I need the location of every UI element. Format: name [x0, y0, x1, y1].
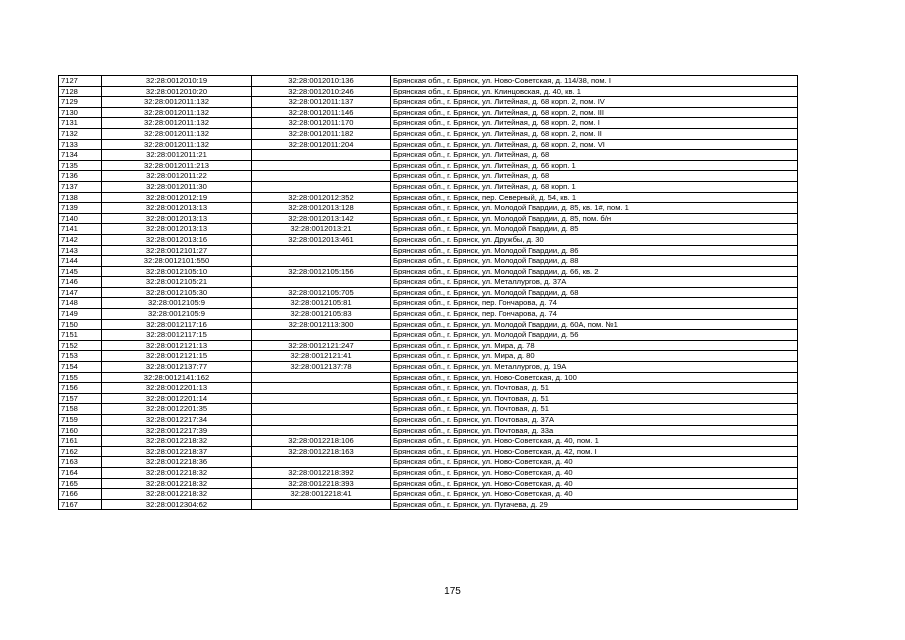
parcel-cadastral-number-cell: 32:28:0012011:132	[102, 97, 252, 108]
row-number-cell: 7138	[59, 192, 102, 203]
table-row	[59, 415, 798, 426]
table-row	[59, 86, 798, 97]
table-row	[59, 97, 798, 108]
table-row	[59, 478, 798, 489]
row-number-cell: 7142	[59, 234, 102, 245]
address-cell: Брянская обл., г. Брянск, пер. Северный, д. 54, кв. 1	[391, 192, 798, 203]
address-cell: Брянская обл., г. Брянск, ул. Ново-Советская, д. 40	[391, 467, 798, 478]
object-cadastral-number-cell: 32:28:0012218:392	[252, 467, 391, 478]
row-number-cell: 7152	[59, 340, 102, 351]
address-cell: Брянская обл., г. Брянск, ул. Литейная, д. 68 корп. 1	[391, 181, 798, 192]
parcel-cadastral-number-cell: 32:28:0012218:32	[102, 489, 252, 500]
row-number-cell: 7166	[59, 489, 102, 500]
row-number-cell: 7165	[59, 478, 102, 489]
address-cell: Брянская обл., г. Брянск, ул. Ново-Советская, д. 40, пом. 1	[391, 436, 798, 447]
object-cadastral-number-cell	[252, 457, 391, 468]
address-cell: Брянская обл., г. Брянск, ул. Металлургов, д. 37А	[391, 277, 798, 288]
object-cadastral-number-cell	[252, 372, 391, 383]
row-number-cell: 7154	[59, 362, 102, 373]
parcel-cadastral-number-cell: 32:28:0012217:39	[102, 425, 252, 436]
parcel-cadastral-number-cell: 32:28:0012201:35	[102, 404, 252, 415]
row-number-cell: 7161	[59, 436, 102, 447]
object-cadastral-number-cell: 32:28:0012011:204	[252, 139, 391, 150]
row-number-cell: 7158	[59, 404, 102, 415]
parcel-cadastral-number-cell: 32:28:0012218:32	[102, 467, 252, 478]
address-cell: Брянская обл., г. Брянск, ул. Почтовая, д. 51	[391, 404, 798, 415]
table-row	[59, 330, 798, 341]
table-row	[59, 425, 798, 436]
address-cell: Брянская обл., г. Брянск, ул. Ново-Советская, д. 40	[391, 478, 798, 489]
table-row	[59, 309, 798, 320]
object-cadastral-number-cell: 32:28:0012010:136	[252, 76, 391, 87]
parcel-cadastral-number-cell: 32:28:0012011:132	[102, 128, 252, 139]
object-cadastral-number-cell: 32:28:0012105:156	[252, 266, 391, 277]
table-row	[59, 467, 798, 478]
object-cadastral-number-cell	[252, 150, 391, 161]
object-cadastral-number-cell	[252, 245, 391, 256]
table-row	[59, 266, 798, 277]
table-row	[59, 457, 798, 468]
table-row	[59, 298, 798, 309]
address-cell: Брянская обл., г. Брянск, ул. Металлургов, д. 19А	[391, 362, 798, 373]
row-number-cell: 7157	[59, 393, 102, 404]
row-number-cell: 7144	[59, 256, 102, 267]
table-row	[59, 383, 798, 394]
parcel-cadastral-number-cell: 32:28:0012013:13	[102, 213, 252, 224]
parcel-cadastral-number-cell: 32:28:0012117:16	[102, 319, 252, 330]
object-cadastral-number-cell	[252, 404, 391, 415]
object-cadastral-number-cell: 32:28:0012012:352	[252, 192, 391, 203]
object-cadastral-number-cell: 32:28:0012218:393	[252, 478, 391, 489]
address-cell: Брянская обл., г. Брянск, ул. Дружбы, д. 30	[391, 234, 798, 245]
object-cadastral-number-cell: 32:28:0012013:21	[252, 224, 391, 235]
row-number-cell: 7147	[59, 287, 102, 298]
address-cell: Брянская обл., г. Брянск, ул. Ново-Советская, д. 114/38, пом. I	[391, 76, 798, 87]
row-number-cell: 7136	[59, 171, 102, 182]
object-cadastral-number-cell	[252, 277, 391, 288]
table-row	[59, 213, 798, 224]
row-number-cell: 7162	[59, 446, 102, 457]
object-cadastral-number-cell: 32:28:0012011:137	[252, 97, 391, 108]
address-cell: Брянская обл., г. Брянск, ул. Мира, д. 78	[391, 340, 798, 351]
address-cell: Брянская обл., г. Брянск, ул. Ново-Советская, д. 100	[391, 372, 798, 383]
address-cell: Брянская обл., г. Брянск, ул. Молодой Гвардии, д. 85	[391, 224, 798, 235]
table-row	[59, 372, 798, 383]
table-row	[59, 319, 798, 330]
row-number-cell: 7150	[59, 319, 102, 330]
row-number-cell: 7141	[59, 224, 102, 235]
address-cell: Брянская обл., г. Брянск, ул. Литейная, д. 68 корп. 2, пом. II	[391, 128, 798, 139]
address-cell: Брянская обл., г. Брянск, ул. Литейная, д. 68 корп. 2, пом. III	[391, 107, 798, 118]
object-cadastral-number-cell: 32:28:0012013:128	[252, 203, 391, 214]
parcel-cadastral-number-cell: 32:28:0012105:30	[102, 287, 252, 298]
parcel-cadastral-number-cell: 32:28:0012013:13	[102, 224, 252, 235]
registry-table-body	[59, 76, 798, 510]
address-cell: Брянская обл., г. Брянск, ул. Мира, д. 80	[391, 351, 798, 362]
parcel-cadastral-number-cell: 32:28:0012011:132	[102, 118, 252, 129]
table-row	[59, 489, 798, 500]
parcel-cadastral-number-cell: 32:28:0012304:62	[102, 499, 252, 510]
object-cadastral-number-cell: 32:28:0012105:83	[252, 309, 391, 320]
parcel-cadastral-number-cell: 32:28:0012013:16	[102, 234, 252, 245]
parcel-cadastral-number-cell: 32:28:0012217:34	[102, 415, 252, 426]
address-cell: Брянская обл., г. Брянск, ул. Молодой Гвардии, д. 68	[391, 287, 798, 298]
row-number-cell: 7129	[59, 97, 102, 108]
row-number-cell: 7149	[59, 309, 102, 320]
table-row	[59, 76, 798, 87]
parcel-cadastral-number-cell: 32:28:0012117:15	[102, 330, 252, 341]
address-cell: Брянская обл., г. Брянск, ул. Литейная, д. 68 корп. 2, пом. IV	[391, 97, 798, 108]
table-row	[59, 203, 798, 214]
parcel-cadastral-number-cell: 32:28:0012011:30	[102, 181, 252, 192]
parcel-cadastral-number-cell: 32:28:0012201:14	[102, 393, 252, 404]
parcel-cadastral-number-cell: 32:28:0012105:9	[102, 298, 252, 309]
object-cadastral-number-cell	[252, 330, 391, 341]
parcel-cadastral-number-cell: 32:28:0012011:21	[102, 150, 252, 161]
table-row	[59, 404, 798, 415]
address-cell: Брянская обл., г. Брянск, ул. Литейная, д. 68 корп. 2, пом. VI	[391, 139, 798, 150]
row-number-cell: 7134	[59, 150, 102, 161]
row-number-cell: 7153	[59, 351, 102, 362]
address-cell: Брянская обл., г. Брянск, ул. Ново-Советская, д. 40	[391, 457, 798, 468]
page-number: 175	[444, 586, 461, 597]
object-cadastral-number-cell: 32:28:0012218:41	[252, 489, 391, 500]
address-cell: Брянская обл., г. Брянск, ул. Почтовая, д. 51	[391, 393, 798, 404]
address-cell: Брянская обл., г. Брянск, ул. Почтовая, д. 33а	[391, 425, 798, 436]
object-cadastral-number-cell	[252, 415, 391, 426]
address-cell: Брянская обл., г. Брянск, ул. Клинцовская, д. 40, кв. 1	[391, 86, 798, 97]
object-cadastral-number-cell	[252, 425, 391, 436]
row-number-cell: 7159	[59, 415, 102, 426]
row-number-cell: 7160	[59, 425, 102, 436]
address-cell: Брянская обл., г. Брянск, ул. Литейная, д. 68	[391, 171, 798, 182]
object-cadastral-number-cell	[252, 393, 391, 404]
table-row	[59, 436, 798, 447]
object-cadastral-number-cell: 32:28:0012105:705	[252, 287, 391, 298]
row-number-cell: 7140	[59, 213, 102, 224]
address-cell: Брянская обл., г. Брянск, ул. Молодой Гвардии, д. 88	[391, 256, 798, 267]
address-cell: Брянская обл., г. Брянск, ул. Почтовая, д. 37А	[391, 415, 798, 426]
table-row	[59, 128, 798, 139]
row-number-cell: 7167	[59, 499, 102, 510]
parcel-cadastral-number-cell: 32:28:0012101:27	[102, 245, 252, 256]
row-number-cell: 7163	[59, 457, 102, 468]
parcel-cadastral-number-cell: 32:28:0012218:37	[102, 446, 252, 457]
parcel-cadastral-number-cell: 32:28:0012010:19	[102, 76, 252, 87]
parcel-cadastral-number-cell: 32:28:0012011:22	[102, 171, 252, 182]
table-row	[59, 171, 798, 182]
object-cadastral-number-cell	[252, 171, 391, 182]
parcel-cadastral-number-cell: 32:28:0012218:36	[102, 457, 252, 468]
parcel-cadastral-number-cell: 32:28:0012101:550	[102, 256, 252, 267]
property-registry-table	[58, 75, 798, 510]
row-number-cell: 7164	[59, 467, 102, 478]
object-cadastral-number-cell: 32:28:0012011:182	[252, 128, 391, 139]
parcel-cadastral-number-cell: 32:28:0012012:19	[102, 192, 252, 203]
object-cadastral-number-cell	[252, 256, 391, 267]
table-row	[59, 150, 798, 161]
object-cadastral-number-cell: 32:28:0012013:461	[252, 234, 391, 245]
object-cadastral-number-cell: 32:28:0012137:78	[252, 362, 391, 373]
parcel-cadastral-number-cell: 32:28:0012218:32	[102, 436, 252, 447]
row-number-cell: 7146	[59, 277, 102, 288]
parcel-cadastral-number-cell: 32:28:0012105:21	[102, 277, 252, 288]
parcel-cadastral-number-cell: 32:28:0012105:10	[102, 266, 252, 277]
address-cell: Брянская обл., г. Брянск, пер. Гончарова, д. 74	[391, 309, 798, 320]
parcel-cadastral-number-cell: 32:28:0012105:9	[102, 309, 252, 320]
table-row	[59, 446, 798, 457]
parcel-cadastral-number-cell: 32:28:0012013:13	[102, 203, 252, 214]
object-cadastral-number-cell	[252, 383, 391, 394]
row-number-cell: 7148	[59, 298, 102, 309]
row-number-cell: 7143	[59, 245, 102, 256]
table-row	[59, 499, 798, 510]
table-row	[59, 256, 798, 267]
table-row	[59, 118, 798, 129]
parcel-cadastral-number-cell: 32:28:0012011:132	[102, 107, 252, 118]
table-row	[59, 245, 798, 256]
address-cell: Брянская обл., г. Брянск, ул. Молодой Гвардии, д. 56	[391, 330, 798, 341]
object-cadastral-number-cell	[252, 499, 391, 510]
address-cell: Брянская обл., г. Брянск, ул. Литейная, д. 66 корп. 1	[391, 160, 798, 171]
table-row	[59, 287, 798, 298]
row-number-cell: 7127	[59, 76, 102, 87]
table-row	[59, 107, 798, 118]
parcel-cadastral-number-cell: 32:28:0012218:32	[102, 478, 252, 489]
object-cadastral-number-cell: 32:28:0012011:146	[252, 107, 391, 118]
address-cell: Брянская обл., г. Брянск, ул. Литейная, д. 68	[391, 150, 798, 161]
address-cell: Брянская обл., г. Брянск, ул. Молодой Гвардии, д. 86	[391, 245, 798, 256]
address-cell: Брянская обл., г. Брянск, ул. Ново-Советская, д. 42, пом. I	[391, 446, 798, 457]
row-number-cell: 7131	[59, 118, 102, 129]
address-cell: Брянская обл., г. Брянск, пер. Гончарова, д. 74	[391, 298, 798, 309]
table-row	[59, 224, 798, 235]
table-row	[59, 181, 798, 192]
address-cell: Брянская обл., г. Брянск, ул. Молодой Гвардии, д. 85, кв. 1#, пом. 1	[391, 203, 798, 214]
table-row	[59, 160, 798, 171]
address-cell: Брянская обл., г. Брянск, ул. Молодой Гвардии, д. 66, кв. 2	[391, 266, 798, 277]
row-number-cell: 7128	[59, 86, 102, 97]
row-number-cell: 7151	[59, 330, 102, 341]
parcel-cadastral-number-cell: 32:28:0012011:132	[102, 139, 252, 150]
row-number-cell: 7135	[59, 160, 102, 171]
parcel-cadastral-number-cell: 32:28:0012010:20	[102, 86, 252, 97]
object-cadastral-number-cell: 32:28:0012218:106	[252, 436, 391, 447]
address-cell: Брянская обл., г. Брянск, ул. Почтовая, д. 51	[391, 383, 798, 394]
table-row	[59, 351, 798, 362]
address-cell: Брянская обл., г. Брянск, ул. Молодой Гвардии, д. 85, пом. б/н	[391, 213, 798, 224]
parcel-cadastral-number-cell: 32:28:0012011:213	[102, 160, 252, 171]
row-number-cell: 7137	[59, 181, 102, 192]
address-cell: Брянская обл., г. Брянск, ул. Литейная, д. 68 корп. 2, пом. I	[391, 118, 798, 129]
object-cadastral-number-cell: 32:28:0012010:246	[252, 86, 391, 97]
row-number-cell: 7155	[59, 372, 102, 383]
parcel-cadastral-number-cell: 32:28:0012121:15	[102, 351, 252, 362]
object-cadastral-number-cell: 32:28:0012105:81	[252, 298, 391, 309]
row-number-cell: 7156	[59, 383, 102, 394]
parcel-cadastral-number-cell: 32:28:0012141:162	[102, 372, 252, 383]
parcel-cadastral-number-cell: 32:28:0012137:77	[102, 362, 252, 373]
table-row	[59, 139, 798, 150]
table-row	[59, 362, 798, 373]
object-cadastral-number-cell: 32:28:0012011:170	[252, 118, 391, 129]
object-cadastral-number-cell: 32:28:0012121:41	[252, 351, 391, 362]
table-row	[59, 277, 798, 288]
table-row	[59, 192, 798, 203]
object-cadastral-number-cell: 32:28:0012121:247	[252, 340, 391, 351]
address-cell: Брянская обл., г. Брянск, ул. Молодой Гвардии, д. 60А, пом. №1	[391, 319, 798, 330]
parcel-cadastral-number-cell: 32:28:0012121:13	[102, 340, 252, 351]
object-cadastral-number-cell: 32:28:0012218:163	[252, 446, 391, 457]
row-number-cell: 7130	[59, 107, 102, 118]
address-cell: Брянская обл., г. Брянск, ул. Пугачева, д. 29	[391, 499, 798, 510]
row-number-cell: 7133	[59, 139, 102, 150]
object-cadastral-number-cell	[252, 160, 391, 171]
address-cell: Брянская обл., г. Брянск, ул. Ново-Советская, д. 40	[391, 489, 798, 500]
parcel-cadastral-number-cell: 32:28:0012201:13	[102, 383, 252, 394]
table-row	[59, 234, 798, 245]
object-cadastral-number-cell	[252, 181, 391, 192]
row-number-cell: 7145	[59, 266, 102, 277]
table-row	[59, 340, 798, 351]
row-number-cell: 7132	[59, 128, 102, 139]
object-cadastral-number-cell: 32:28:0012113:300	[252, 319, 391, 330]
table-row	[59, 393, 798, 404]
row-number-cell: 7139	[59, 203, 102, 214]
object-cadastral-number-cell: 32:28:0012013:142	[252, 213, 391, 224]
